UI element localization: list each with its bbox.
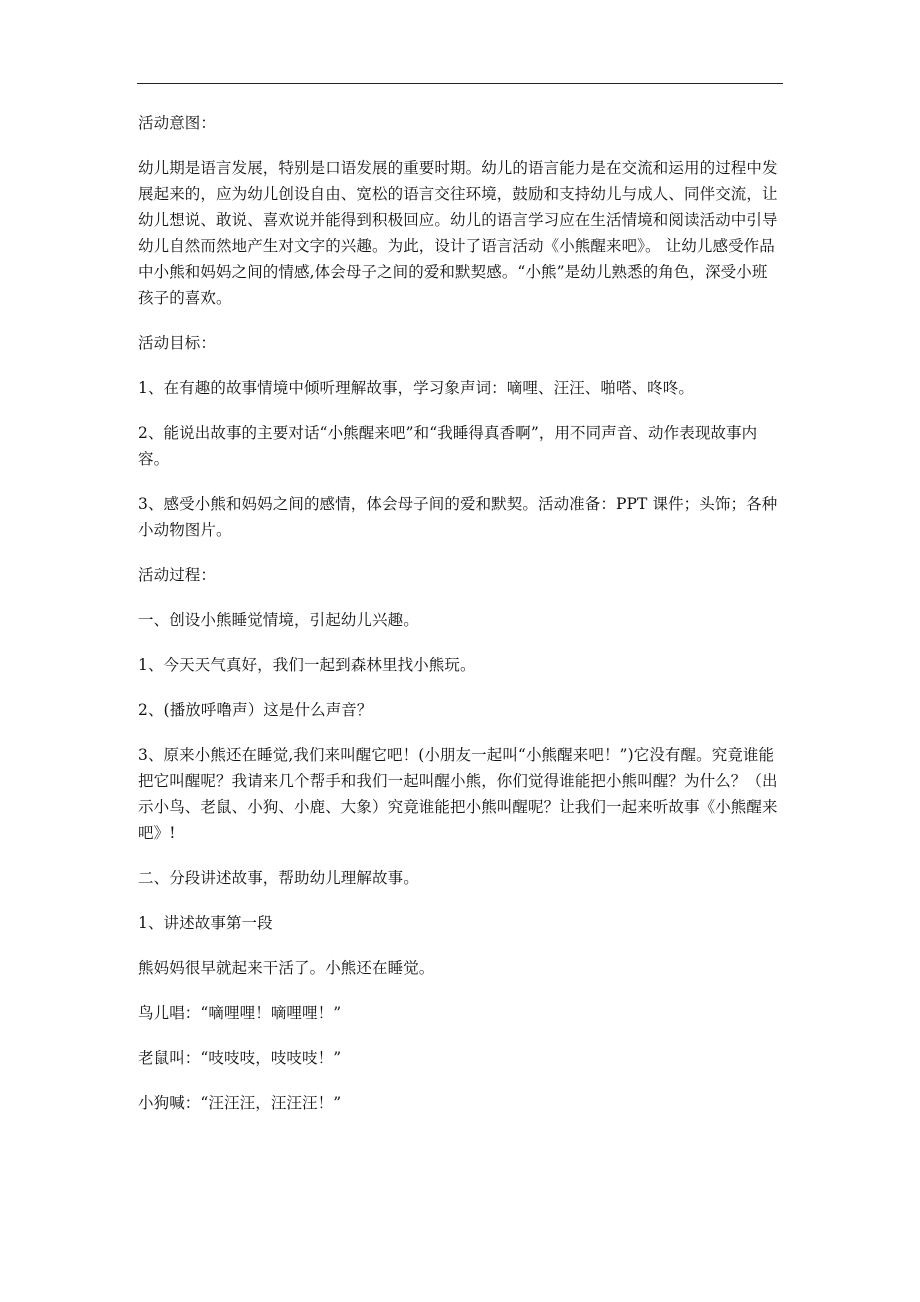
story-part-1-title: 1、讲述故事第一段: [138, 914, 273, 932]
process-step-1: 1、今天天气真好，我们一起到森林里找小熊玩。: [138, 656, 476, 674]
goal-item-2: 2、能说出故事的主要对话“小熊醒来吧”和“我睡得真香啊”，用不同声音、动作表现故事内容。: [138, 424, 758, 468]
process-step-3: 3、原来小熊还在睡觉,我们来叫醒它吧！(小朋友一起叫“小熊醒来吧！”)它没有醒。究竟谁能把它叫醒呢？我请来几个帮手和我们一起叫醒小熊，你们觉得谁能把小熊叫醒？为什么？（出示小鸟、老鼠、小狗、小鹿、大象）究竟谁能把小熊叫醒呢？让我们一起来听故事《小熊醒来吧》!: [138, 746, 778, 842]
process-section-1-title: 一、创设小熊睡觉情境，引起幼儿兴趣。: [138, 611, 419, 629]
heading-activity-intent: 活动意图：: [138, 114, 217, 132]
story-line-1: 熊妈妈很早就起来干活了。小熊还在睡觉。: [138, 959, 435, 977]
goal-item-1: 1、在有趣的故事情境中倾听理解故事，学习象声词：嘀哩、汪汪、啪嗒、咚咚。: [138, 379, 694, 397]
story-line-bird: 鸟儿唱：“嘀哩哩！嘀哩哩！”: [138, 1004, 342, 1022]
story-line-mouse: 老鼠叫：“吱吱吱，吱吱吱！”: [138, 1049, 342, 1067]
header-rule: [137, 83, 783, 84]
heading-activity-process: 活动过程：: [138, 566, 217, 584]
paragraph-intent-body: 幼儿期是语言发展，特别是口语发展的重要时期。幼儿的语言能力是在交流和运用的过程中发展起来的，应为幼儿创设自由、宽松的语言交往环境，鼓励和支持幼儿与成人、同伴交流，让幼儿想说、敢说、喜欢说并能得到积极回应。幼儿的语言学习应在生活情境和阅读活动中引导幼儿自然而然地产生对文字的兴趣。为此，设计了语言活动《小熊醒来吧》。 让幼儿感受作品中小熊和妈妈之间的情感,体会母子之间的爱和默契感。“小熊”是幼儿熟悉的角色，深受小班孩子的喜欢。: [138, 159, 778, 307]
goal-item-3: 3、感受小熊和妈妈之间的感情，体会母子间的爱和默契。活动准备：PPT 课件；头饰；各种小动物图片。: [138, 495, 778, 539]
process-step-2: 2、(播放呼噜声）这是什么声音？: [138, 701, 373, 719]
heading-activity-goals: 活动目标：: [138, 334, 217, 352]
story-line-dog: 小狗喊：“汪汪汪，汪汪汪！”: [138, 1094, 342, 1112]
process-section-2-title: 二、分段讲述故事，帮助幼儿理解故事。: [138, 869, 419, 887]
document-body: [138, 110, 783, 1135]
